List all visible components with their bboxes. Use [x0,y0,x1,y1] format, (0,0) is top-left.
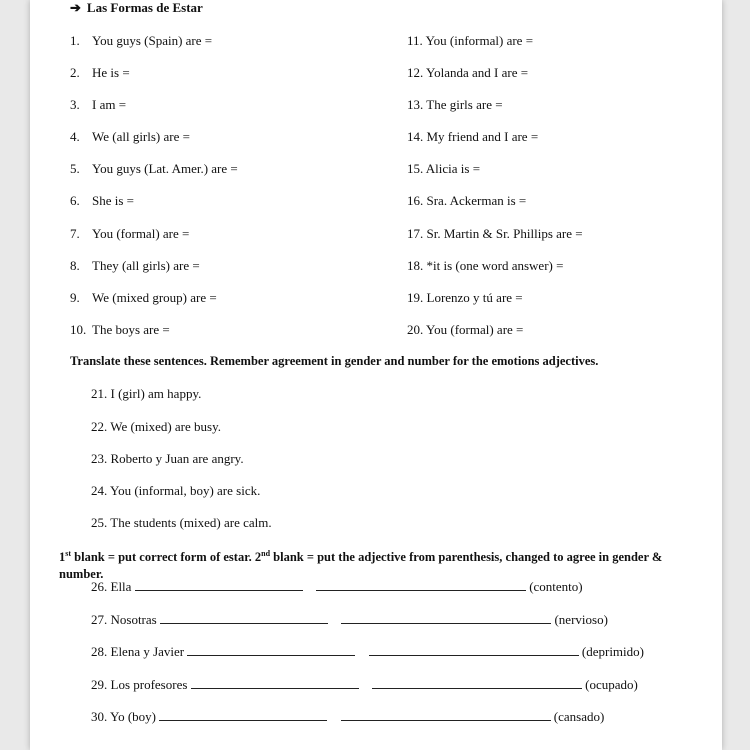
list-item: 10. The boys are = [70,322,170,337]
list-item: 13. The girls are = [407,97,503,112]
list-item: 9. We (mixed group) are = [70,290,217,305]
adjective-blank[interactable] [316,580,526,591]
estar-blank[interactable] [187,645,355,656]
estar-blank[interactable] [135,580,303,591]
list-item: 21. I (girl) am happy. [91,386,202,401]
list-item: 19. Lorenzo y tú are = [407,290,523,305]
list-item: 3. I am = [70,97,127,112]
list-item: 25. The students (mixed) are calm. [91,515,272,530]
list-item: 18. *it is (one word answer) = [407,258,564,273]
fill-blank-row: 29. Los profesores (ocupado) [91,677,638,692]
fill-blank-row: 26. Ella (contento) [91,579,583,594]
fill-blank-instruction: 1st blank = put correct form of estar. 2nd blank = put the adjective from parenthesis, changed to agree in gender & number. [59,549,663,582]
list-item: 20. You (formal) are = [407,322,524,337]
list-item: 23. Roberto y Juan are angry. [91,451,244,466]
estar-blank[interactable] [191,678,359,689]
fill-blank-row: 27. Nosotras (nervioso) [91,612,608,627]
list-item: 2. He is = [70,65,130,80]
list-item: 14. My friend and I are = [407,129,539,144]
list-item: 5. You guys (Lat. Amer.) are = [70,161,238,176]
list-item: 6. She is = [70,193,135,208]
list-item: 7. You (formal) are = [70,226,190,241]
adjective-blank[interactable] [369,645,579,656]
list-item: 1. You guys (Spain) are = [70,33,213,48]
list-item: 22. We (mixed) are busy. [91,419,221,434]
estar-blank[interactable] [160,613,328,624]
adjective-blank[interactable] [372,678,582,689]
list-item: 24. You (informal, boy) are sick. [91,483,261,498]
worksheet-page [30,0,722,750]
list-item: 12. Yolanda and I are = [407,65,529,80]
list-item: 4. We (all girls) are = [70,129,190,144]
adjective-blank[interactable] [341,710,551,721]
adjective-blank[interactable] [341,613,551,624]
section-title-text: Las Formas de Estar [86,0,203,15]
list-item: 11. You (informal) are = [407,33,534,48]
list-item: 17. Sr. Martin & Sr. Phillips are = [407,226,583,241]
fill-blank-row: 30. Yo (boy) (cansado) [91,709,605,724]
list-item: 8. They (all girls) are = [70,258,200,273]
fill-blank-row: 28. Elena y Javier (deprimido) [91,644,644,659]
list-item: 16. Sra. Ackerman is = [407,193,527,208]
estar-blank[interactable] [159,710,327,721]
arrow-icon: ➔ [70,0,81,15]
list-item: 15. Alicia is = [407,161,481,176]
section-title [70,0,203,16]
translate-instruction: Translate these sentences. Remember agreement in gender and number for the emotions adjectives. [70,354,599,368]
